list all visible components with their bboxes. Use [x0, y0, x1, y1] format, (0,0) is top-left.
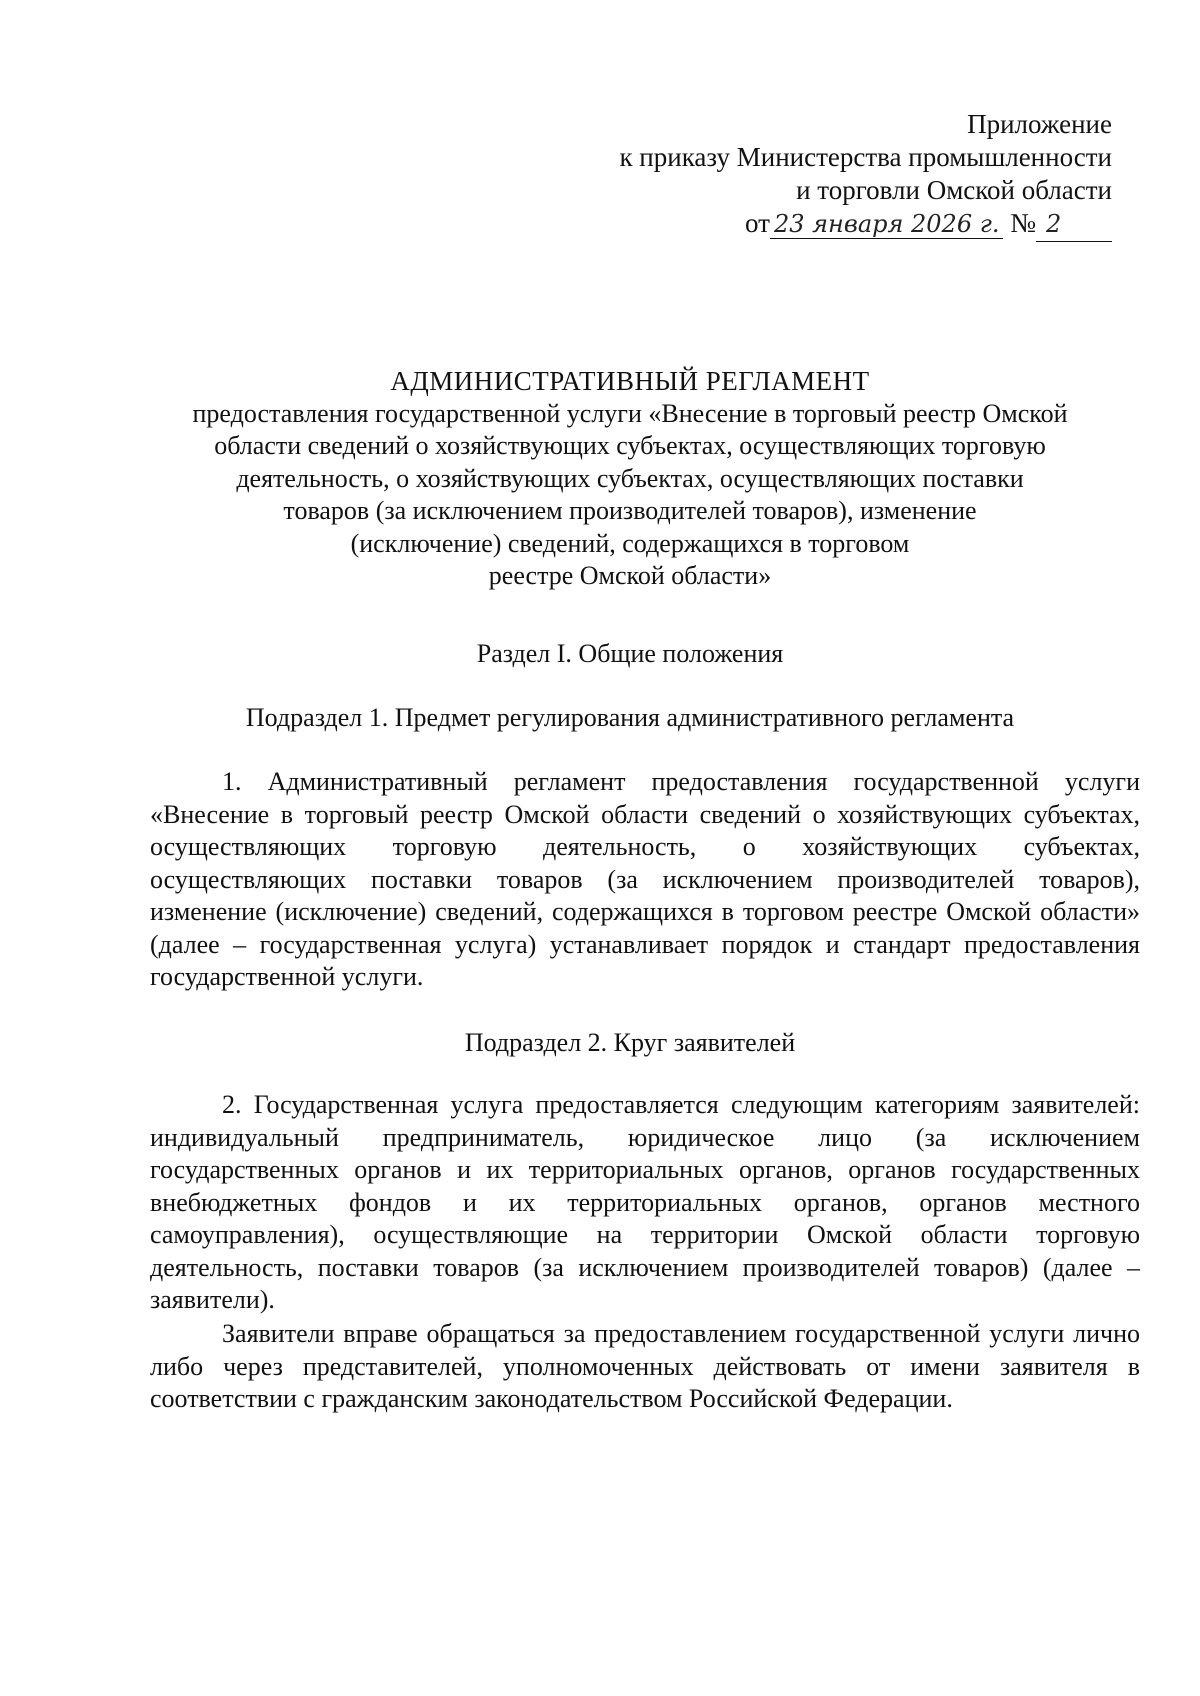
title-line-6: реестре Омской области» [488, 561, 772, 590]
title-line-3: деятельность, о хозяйствующих субъектах, осуществляющих поставки [236, 463, 1024, 493]
title-line-5: (исключение) сведений, содержащихся в торговом [350, 528, 910, 558]
title-line-2: области сведений о хозяйствующих субъектах, осуществляющих торговую [214, 431, 1046, 460]
appendix-line-2: к приказу Министерства промышленности [619, 142, 1112, 172]
main-title: АДМИНИСТРАТИВНЫЙ РЕГЛАМЕНТ [390, 366, 870, 396]
appendix-header [492, 108, 1112, 243]
handwritten-number: 2 [1036, 208, 1112, 242]
section-1-heading: Раздел I. Общие положения [476, 639, 784, 668]
date-prefix: от [745, 208, 770, 238]
paragraph-1: 1. Административный регламент предоставления государственной услуги «Внесение в торговый реестр Омской области сведений о хозяйствующих субъектах, осуществляющих торговую деятельность, о хозяйствующих субъектах, осуществляющих поставки товаров (за исключением производителей товаров), изменение (исключение) сведений, содержащихся в торговом реестре Омской области» (далее – государственная услуга) устанавливает порядок и стандарт предоставления государственной услуги. [150, 767, 1140, 991]
subsection-1-heading: Подраздел 1. Предмет регулирования административного регламента [245, 703, 1015, 732]
appendix-line-1: Приложение [967, 109, 1112, 139]
paragraph-3: Заявители вправе обращаться за предоставлением государственной услуги лично либо через представителей, уполномоченных действовать от имени заявителя в соответствии с гражданским законодательством Российской Федерации. [150, 1319, 1140, 1413]
subsection-2-heading: Подраздел 2. Круг заявителей [464, 1028, 796, 1057]
appendix-line-3: и торговли Омской области [796, 175, 1112, 205]
paragraph-2: 2. Государственная услуга предоставляется следующим категориям заявителей: индивидуальный предприниматель, юридическое лицо (за исключением государственных органов и их территориальных органов, органов государственных внебюджетных фондов и их территориальных органов, органов местного самоуправления), осуществляющие на территории Омской области торговую деятельность, поставки товаров (за исключением производителей товаров) (далее – заявители). [150, 1090, 1140, 1314]
number-prefix: № [1010, 208, 1036, 238]
regulation-title [130, 365, 1130, 593]
order-date-line [492, 207, 1112, 243]
title-line-1: предоставления государственной услуги «Внесение в торговый реестр Омской [192, 398, 1068, 428]
handwritten-date: 23 января 2026 г. [770, 210, 1004, 239]
title-line-4: товаров (за исключением производителей товаров), изменение [283, 496, 977, 525]
